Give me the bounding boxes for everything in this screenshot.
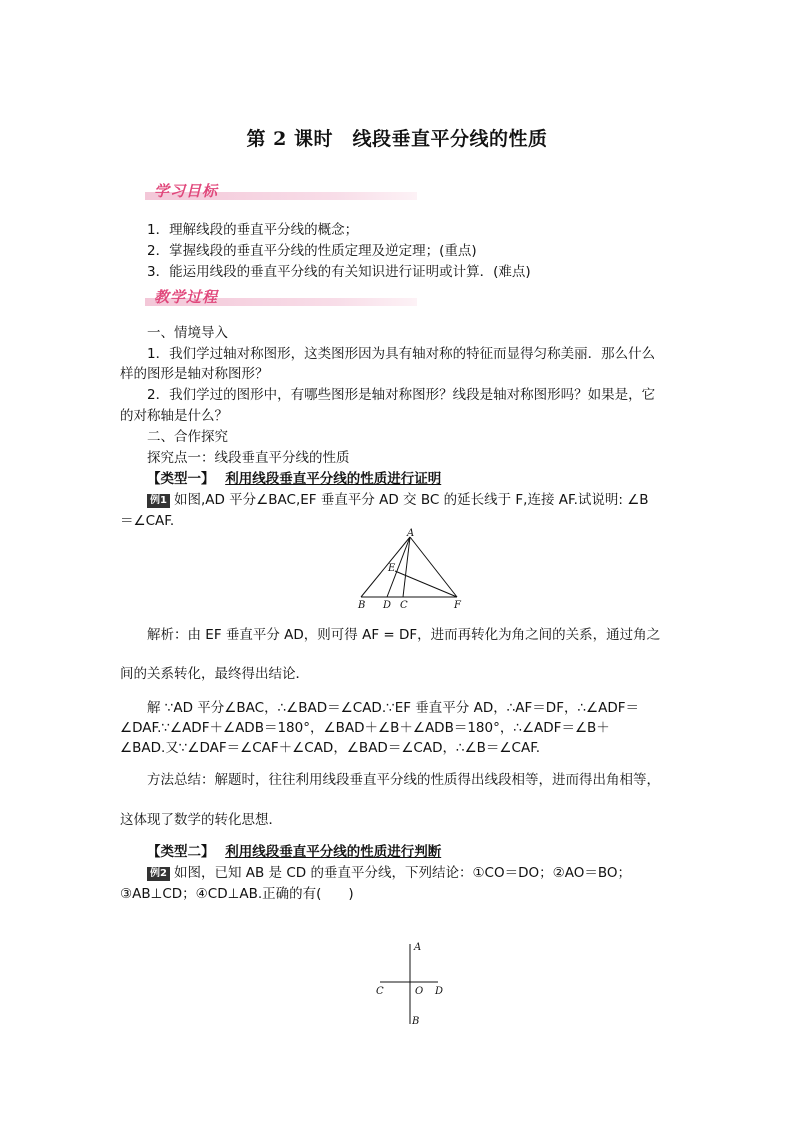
- label-b: B: [412, 1016, 420, 1027]
- example2-problem-line2: ③AB⊥CD；④CD⊥AB.正确的有( ): [120, 886, 354, 902]
- label-d: D: [383, 600, 392, 610]
- type1-heading: [147, 467, 441, 487]
- intro-heading: 一、情境导入: [147, 325, 228, 341]
- banner-label: 教学过程: [154, 288, 219, 306]
- intro-q2-line1: 2．我们学过的图形中，有哪些图形是轴对称图形？线段是轴对称图形吗？如果是，它: [147, 387, 656, 403]
- type1-tag: 【类型一】: [147, 471, 215, 487]
- label-d: D: [435, 986, 444, 997]
- label-c: C: [400, 600, 408, 610]
- example-label: 例2: [147, 867, 170, 881]
- label-b: B: [358, 600, 366, 610]
- banner-label: 学习目标: [154, 182, 219, 200]
- segment-ab: [361, 537, 410, 597]
- example-label: 例1: [147, 494, 170, 508]
- type2-tag: 【类型二】: [147, 844, 215, 860]
- analysis-line1: 解析：由 EF 垂直平分 AD，则可得 AF = DF，进而再转化为角之间的关系，通过角之: [147, 627, 661, 643]
- label-e: E: [388, 563, 396, 574]
- objective-2: 2．掌握线段的垂直平分线的性质定理及逆定理；(重点): [147, 243, 477, 259]
- example1-problem-line1: [147, 488, 649, 508]
- perpendicular-figure: [372, 938, 452, 1028]
- segment-af: [410, 537, 457, 597]
- section-banner-process: [145, 286, 417, 308]
- intro-q2-line2: 的对称轴是什么？: [120, 408, 228, 424]
- solution-line2: ∠DAF.∵∠ADF＋∠ADB＝180°，∠BAD＋∠B＋∠ADB＝180°，∴∠ADF＝∠B＋: [120, 720, 610, 736]
- problem-text: 如图,AD 平分∠BAC,EF 垂直平分 AD 交 BC 的延长线于 F,连接 AF.试说明: ∠B: [173, 492, 649, 508]
- analysis-line2: 间的关系转化，最终得出结论．: [120, 666, 309, 682]
- section-banner-objectives: [145, 180, 417, 202]
- label-f: F: [454, 600, 461, 610]
- triangle-figure: [352, 528, 466, 610]
- problem-text: 如图，已知 AB 是 CD 的垂直平分线，下列结论：①CO＝DO；②AO＝BO；: [173, 865, 632, 881]
- solution-line1: 解 ∵AD 平分∠BAC，∴∠BAD＝∠CAD.∵EF 垂直平分 AD，∴AF＝DF，∴∠ADF＝: [147, 700, 640, 716]
- objective-1: 1．理解线段的垂直平分线的概念；: [147, 222, 359, 238]
- intro-q1-line2: 样的图形是轴对称图形？: [120, 366, 269, 382]
- example1-problem-line2: ＝∠CAF.: [120, 513, 175, 529]
- type1-title: 利用线段垂直平分线的性质进行证明: [225, 471, 442, 487]
- intro-q1-line1: 1．我们学过轴对称图形，这类图形因为具有轴对称的特征而显得匀称美丽．那么什么: [147, 346, 656, 362]
- solution-line3: ∠BAD.又∵∠DAF＝∠CAF＋∠CAD，∠BAD＝∠CAD，∴∠B＝∠CAF.: [120, 740, 541, 756]
- label-a: A: [407, 528, 415, 539]
- label-o: O: [415, 986, 424, 997]
- summary-line1: 方法总结：解题时，往往利用线段垂直平分线的性质得出线段相等，进而得出角相等，: [147, 772, 660, 788]
- type2-heading: [147, 840, 441, 860]
- summary-line2: 这体现了数学的转化思想．: [120, 812, 282, 828]
- explore-point: 探究点一：线段垂直平分线的性质: [147, 450, 350, 466]
- label-c: C: [376, 986, 384, 997]
- example2-problem-line1: [147, 861, 631, 881]
- label-a: A: [414, 942, 422, 953]
- explore-heading: 二、合作探究: [147, 429, 228, 445]
- page-title: 第 2 课时 线段垂直平分线的性质: [246, 128, 548, 150]
- objective-3: 3．能运用线段的垂直平分线的有关知识进行证明或计算．(难点): [147, 264, 531, 280]
- type2-title: 利用线段垂直平分线的性质进行判断: [225, 844, 442, 860]
